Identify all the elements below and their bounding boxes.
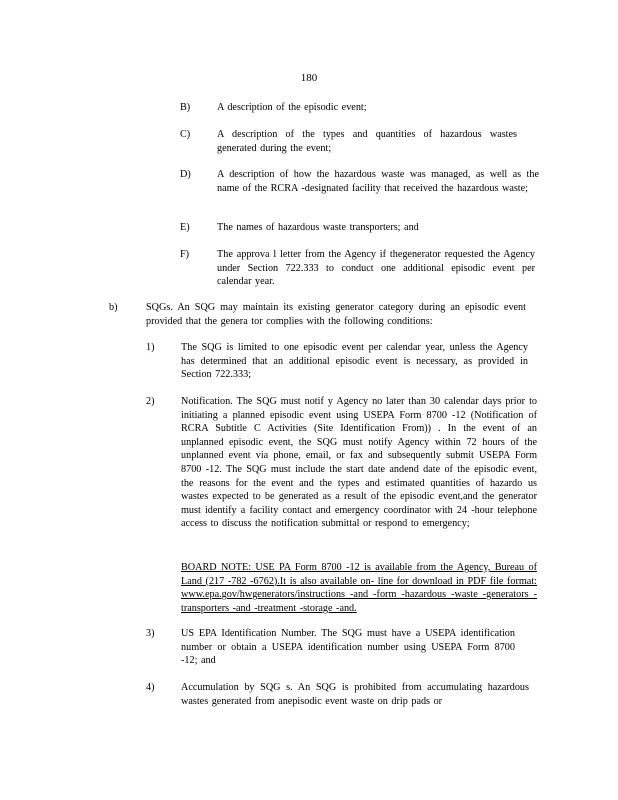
board-note: BOARD NOTE: USE PA Form 8700 -12 is available from the Agency, Bureau of Land (217 -782 -6762).It is also available on- line for download in PDF file format: www.epa.gov/hwgenerators/instructions -and -form -hazardous -waste -generators -transporters -and -treatment -storage -and. [181, 562, 537, 614]
subitem-label: 3) [146, 628, 155, 639]
subitem-text: Notification. The SQG must notif y Agency no later than 30 calendar days prior to initiating a planned episodic event using USEPA Form 8700 -12 (Notification of RCRA Subtitle C Activities (Site Identification From)) . In the event of an unplanned episodic event, the SQG must notify Agency within 72 hours of the unplanned event via phone, email, or fax and subsequently submit USEPA Form 8700 -12. The SQG must include the start date andend date of the episodic event, the reasons for the event and the types and estimated quantities of hazardo us wastes expected to be generated as a result of the episodic event,and the generator must identify a facility contact and emergency coordinator with 24 -hour telephone access to discuss the notification submittal or respond to emergency; [181, 396, 537, 530]
item-text: A description of the types and quantities of hazardous wastes generated during the event; [217, 129, 517, 154]
subitem-label: 2) [146, 396, 155, 407]
subitem-label: 1) [146, 342, 155, 353]
item-text: The approva l letter from the Agency if thegenerator requested the Agency under Section 722.333 to conduct one additional episodic event per calendar year. [217, 249, 535, 288]
subitem-text: The SQG is limited to one episodic event per calendar year, unless the Agency has determined that an additional episodic event is necessary, as provided in Section 722.333; [181, 342, 528, 381]
subitem-text: Accumulation by SQG s. An SQG is prohibited from accumulating hazardous wastes generated from anepisodic event waste on drip pads or [181, 682, 529, 707]
item-text: The names of hazardous waste transporters; and [217, 222, 419, 233]
item-label: F) [180, 249, 190, 260]
subitem-text: US EPA Identification Number. The SQG must have a USEPA identification number or obtain a USEPA identification number using USEPA Form 8700 -12; and [181, 628, 515, 667]
item-text: A description of how the hazardous waste was managed, as well as the name of the RCRA -designated facility that received the hazardous waste; [217, 169, 539, 194]
item-label: E) [180, 222, 190, 233]
item-label: B) [180, 102, 191, 113]
page-number: 180 [300, 72, 318, 84]
section-intro: SQGs. An SQG may maintain its existing generator category during an episodic event provided that the genera tor complies with the following conditions: [146, 302, 526, 327]
section-label: b) [109, 302, 118, 313]
subitem-label: 4) [146, 682, 155, 693]
item-label: D) [180, 169, 191, 180]
item-label: C) [180, 129, 191, 140]
item-text: A description of the episodic event; [217, 102, 367, 113]
